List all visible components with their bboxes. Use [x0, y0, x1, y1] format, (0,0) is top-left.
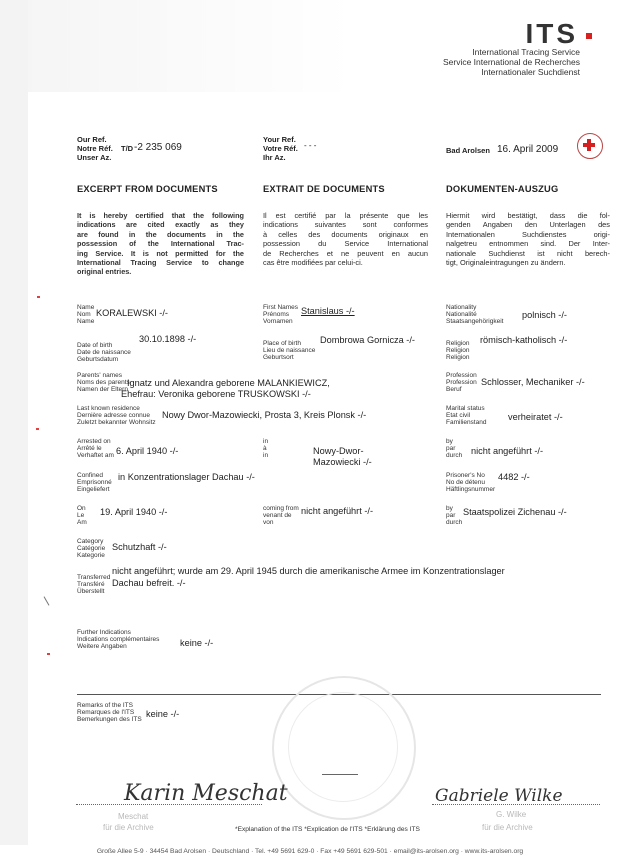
parents-value-1: Ignatz und Alexandra geborene MALANKIEWICZ, [127, 378, 330, 388]
its-logo-dot [586, 33, 592, 39]
profession-value: Schlosser, Mechaniker -/- [481, 377, 585, 387]
certification-en: It is hereby certified that the following indications are cited exactly as they are found in the documents in the possession of the International Trac- ing Service. It is not permitted for the International Tracing Service to change original entries. [77, 211, 244, 277]
prisoner-no-label: Prisoner's No No de détenu Häftlingsnummer [446, 472, 496, 493]
our-ref-prefix: T/D [121, 144, 134, 153]
certification-de: Hiermit wird bestätigt, dass die fol- genden Angaben den Unterlagen des Internationalen Suchdienstes origi- nalgetreu entnommen sind. Der Inter- nationale Suchdienst ist nicht berech- tigt, Originaleintragungen zu ändern. [446, 211, 610, 268]
title-en: EXCERPT FROM DOCUMENTS [77, 184, 218, 194]
our-ref-label-en: Our Ref. [77, 135, 107, 144]
nationality-value: polnisch -/- [522, 310, 567, 320]
stamp-center-rule [322, 774, 358, 775]
arrested-on-value: 6. April 1940 -/- [116, 446, 179, 456]
certification-fr: Il est certifié par la présente que les indications suivantes sont conformes à celles des documents originaux en possession du Service International de Recherches et ne peuvent en aucun cas être modifiées par celui-ci. [263, 211, 428, 268]
arrested-by-label: by par durch [446, 438, 463, 459]
marital-value: verheiratet -/- [508, 412, 563, 422]
org-name-de: Internationaler Suchdienst [481, 67, 580, 77]
parents-label: Parents' names Noms des parents Namen der Eltern [77, 372, 130, 393]
by2-value: Staatspolizei Zichenau -/- [463, 507, 567, 517]
arrested-in-label: in à in [263, 438, 269, 459]
footer-address: Große Allee 5-9 · 34454 Bad Arolsen · Deutschland · Tel. +49 5691 629-0 · Fax +49 5691 629-501 · email@its-arolsen.org · www.its-arolsen.org [0, 845, 620, 858]
category-value: Schutzhaft -/- [112, 542, 167, 552]
parents-value-2: Ehefrau: Veronika geborene TRUSKOWSKI -/- [121, 389, 311, 399]
birth-date-value: 30.10.1898 -/- [139, 334, 197, 344]
by2-label: by par durch [446, 505, 463, 526]
title-de: DOKUMENTEN-AUSZUG [446, 184, 559, 194]
religion-value: römisch-katholisch -/- [480, 335, 568, 345]
name-value: KORALEWSKI -/- [96, 308, 168, 318]
signer-right-name: G. Wilke [496, 810, 527, 819]
title-fr: EXTRAIT DE DOCUMENTS [263, 184, 385, 194]
letterhead [28, 0, 620, 92]
its-stamp [272, 676, 416, 820]
confined-value: in Konzentrationslager Dachau -/- [118, 472, 255, 482]
place: Bad Arolsen [446, 146, 490, 155]
coming-from-label: coming from venant de von [263, 505, 299, 526]
scan-mark [36, 428, 39, 430]
residence-label: Last known residence Dernière adresse connue Zuletzt bekannter Wohnsitz [77, 405, 156, 426]
our-ref-label-fr: Notre Réf. [77, 144, 113, 153]
transferred-value-2: Dachau befreit. -/- [112, 578, 186, 588]
confined-label: Confined Emprisonné Eingeliefert [77, 472, 112, 493]
your-ref-label-fr: Votre Réf. [263, 144, 298, 153]
remarks-value: keine -/- [146, 709, 180, 719]
signature-line-left [76, 804, 262, 806]
prisoner-no-value: 4482 -/- [498, 472, 530, 482]
arrested-in-value-2: Mazowiecki -/- [313, 457, 372, 467]
issue-date: 16. April 2009 [497, 144, 559, 155]
signature-line-right [432, 804, 600, 806]
signature-left: Karin Meschat [124, 781, 288, 806]
residence-value: Nowy Dwor-Mazowiecki, Prosta 3, Kreis Plonsk -/- [162, 410, 367, 420]
on-value: 19. April 1940 -/- [100, 507, 168, 517]
arrested-by-value: nicht angeführt -/- [471, 446, 544, 456]
birth-date-label: Date of birth Date de naissance Geburtsdatum [77, 342, 131, 363]
religion-label: Religion Religion Religion [446, 340, 470, 361]
category-label: Category Catégorie Kategorie [77, 538, 106, 559]
signer-left-name: Meschat [118, 812, 149, 821]
scan-mark [47, 653, 50, 655]
first-names-label: First Names Prénoms Vornamen [263, 304, 299, 325]
your-ref-label-de: Ihr Az. [263, 153, 286, 162]
coming-from-value: nicht angeführt -/- [301, 506, 374, 516]
its-logo: ITS [525, 18, 578, 49]
nationality-label: Nationality Nationalité Staatsangehörigkeit [446, 304, 504, 325]
scan-mark [37, 296, 40, 298]
arrested-in-value-1: Nowy-Dwor- [313, 446, 364, 456]
your-ref-value: - - - [304, 141, 317, 150]
our-ref-value: -2 235 069 [134, 142, 182, 153]
further-value: keine -/- [180, 638, 214, 648]
further-label: Further Indications Indications complémentaires Weitere Angaben [77, 629, 160, 650]
remarks-label: Remarks of the ITS Remarques de l'ITS Bemerkungen des ITS [77, 702, 142, 723]
signer-left-role: für die Archive [103, 823, 154, 832]
birth-place-label: Place of birth Lieu de naissance Geburtsort [263, 340, 316, 361]
transferred-value-1: nicht angeführt; wurde am 29. April 1945 durch die amerikanische Armee im Konzentrationslager [112, 566, 505, 576]
org-name-fr: Service International de Recherches [442, 57, 580, 67]
marital-label: Marital status Etat civil Familienstand [446, 405, 487, 426]
arrested-on-label: Arrested on Arrêté le Verhaftet am [77, 438, 114, 459]
signer-right-role: für die Archive [482, 823, 533, 832]
our-ref-label-de: Unser Az. [77, 153, 112, 162]
transferred-label: Transferred Transféré Überstellt [77, 574, 111, 595]
on-label: On Le Am [77, 505, 87, 526]
org-name-en: International Tracing Service [472, 47, 580, 57]
profession-label: Profession Profession Beruf [446, 372, 477, 393]
first-names-value: Stanislaus -/- [301, 306, 355, 316]
birth-place-value: Dombrowa Gornicza -/- [320, 335, 415, 345]
your-ref-label-en: Your Ref. [263, 135, 296, 144]
signature-right: Gabriele Wilke [435, 786, 563, 806]
name-label: Name Nom Name [77, 304, 95, 325]
its-explanation: *Explanation of the ITS *Explication de l'ITS *Erklärung des ITS [235, 826, 420, 833]
